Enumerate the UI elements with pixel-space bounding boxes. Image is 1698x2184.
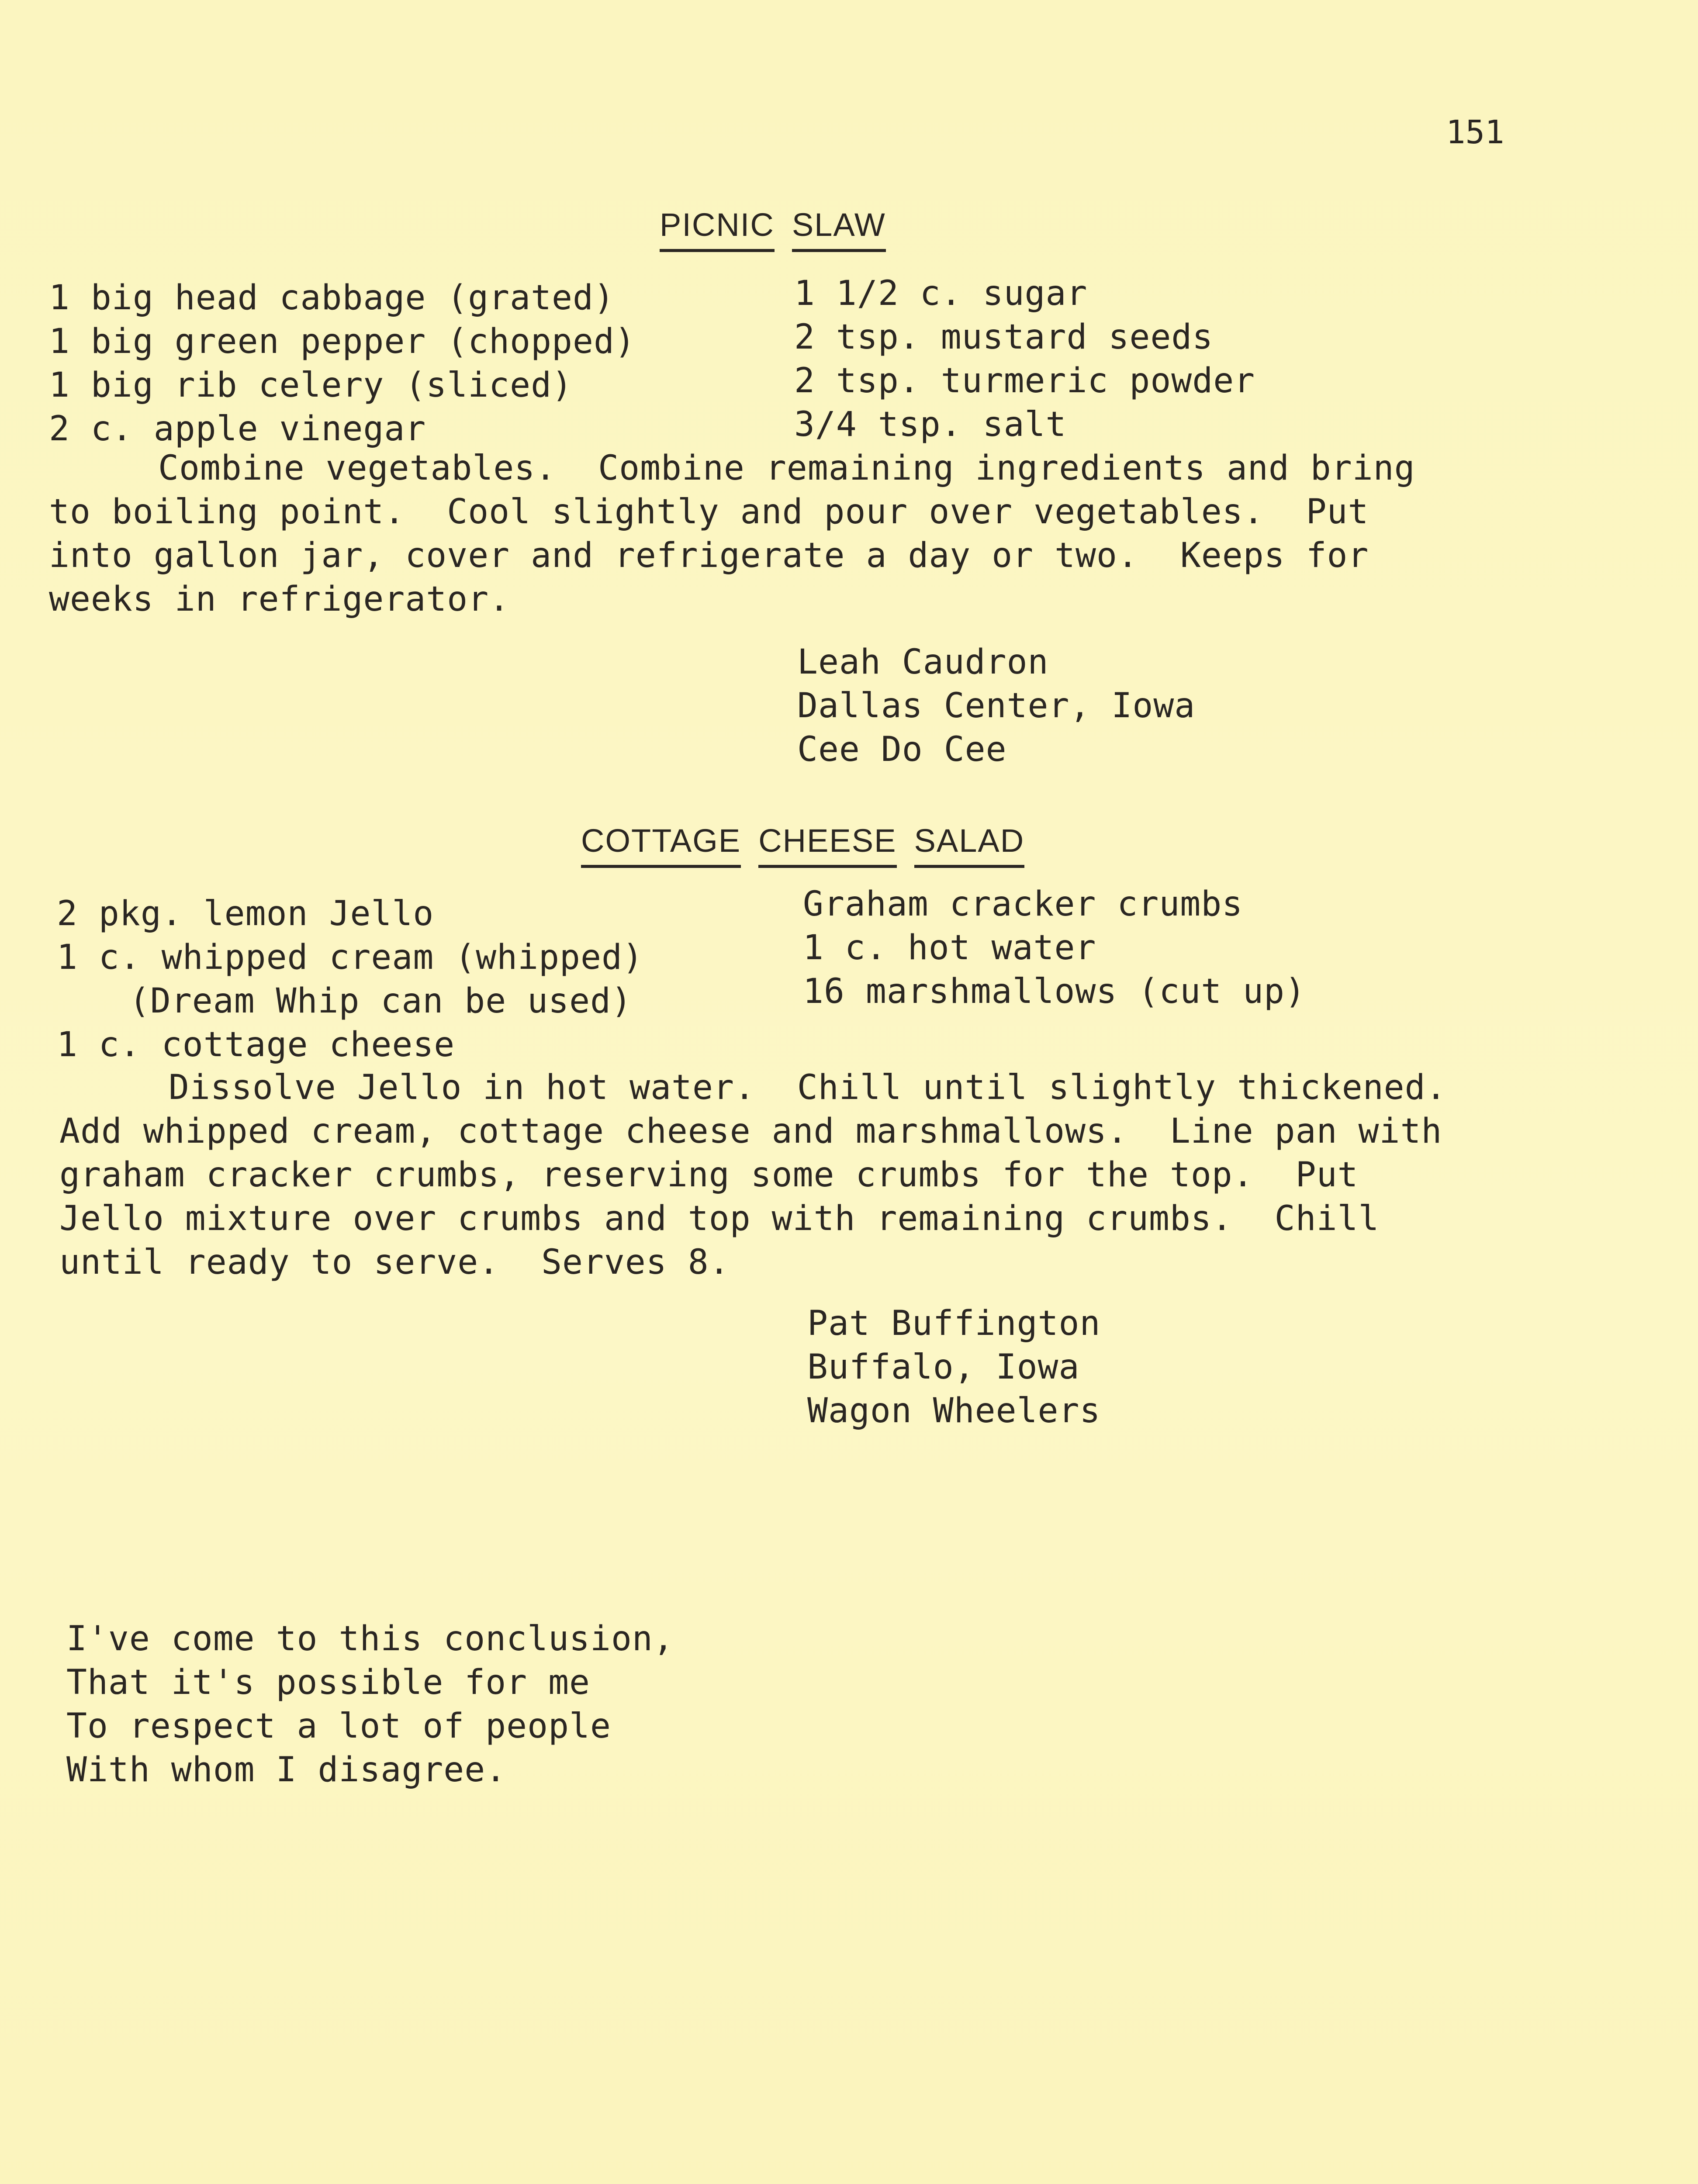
verse-line: To respect a lot of people — [66, 1707, 611, 1746]
title-word: COTTAGE — [581, 821, 741, 868]
contributor-location: Buffalo, Iowa — [807, 1348, 1080, 1387]
recipe-title-picnic-slaw — [660, 205, 886, 252]
direction-line: Combine vegetables. Combine remaining ingredients and bring — [158, 449, 1415, 488]
title-word: SLAW — [792, 205, 886, 252]
ingredient-line: 1 big head cabbage (grated) — [49, 278, 615, 318]
direction-line: Dissolve Jello in hot water. Chill until slightly thickened. — [169, 1068, 1447, 1107]
ingredient-line: 1 big green pepper (chopped) — [49, 322, 636, 361]
title-word: SALAD — [914, 821, 1025, 868]
verse-line: With whom I disagree. — [66, 1750, 507, 1790]
direction-line: to boiling point. Cool slightly and pour over vegetables. Put — [49, 492, 1369, 532]
contributor-club: Cee Do Cee — [797, 730, 1007, 769]
ingredient-line: 2 tsp. mustard seeds — [794, 318, 1214, 357]
direction-line: graham cracker crumbs, reserving some crumbs for the top. Put — [59, 1155, 1359, 1195]
ingredient-line: 2 c. apple vinegar — [49, 409, 426, 449]
direction-line: until ready to serve. Serves 8. — [59, 1243, 730, 1282]
verse-line: I've come to this conclusion, — [66, 1619, 674, 1659]
recipe-title-cottage-cheese-salad — [581, 821, 1024, 868]
contributor-club: Wagon Wheelers — [807, 1391, 1101, 1431]
direction-line: Add whipped cream, cottage cheese and marshmallows. Line pan with — [59, 1112, 1442, 1151]
contributor-location: Dallas Center, Iowa — [797, 686, 1196, 726]
title-word: PICNIC — [660, 205, 775, 252]
ingredient-line: Graham cracker crumbs — [803, 885, 1243, 924]
ingredient-line: 1 c. cottage cheese — [57, 1025, 455, 1064]
ingredient-line: 1 big rib celery (sliced) — [49, 366, 573, 405]
ingredient-line: 1 c. whipped cream (whipped) — [57, 938, 643, 977]
page-number: 151 — [1446, 114, 1504, 151]
ingredient-line: 1 1/2 c. sugar — [794, 274, 1088, 313]
contributor-name: Leah Caudron — [797, 643, 1049, 682]
ingredient-line: 2 pkg. lemon Jello — [57, 894, 434, 933]
ingredient-line: 2 tsp. turmeric powder — [794, 361, 1255, 401]
contributor-name: Pat Buffington — [807, 1304, 1101, 1343]
direction-line: into gallon jar, cover and refrigerate a day or two. Keeps for — [49, 536, 1369, 575]
direction-line: weeks in refrigerator. — [49, 580, 510, 619]
verse-line: That it's possible for me — [66, 1663, 590, 1702]
ingredient-line: 16 marshmallows (cut up) — [803, 972, 1306, 1011]
ingredient-line: 1 c. hot water — [803, 928, 1096, 968]
ingredient-line: 3/4 tsp. salt — [794, 405, 1067, 444]
direction-line: Jello mixture over crumbs and top with remaining crumbs. Chill — [59, 1199, 1380, 1238]
ingredient-line: (Dream Whip can be used) — [87, 981, 632, 1021]
title-word: CHEESE — [758, 821, 896, 868]
